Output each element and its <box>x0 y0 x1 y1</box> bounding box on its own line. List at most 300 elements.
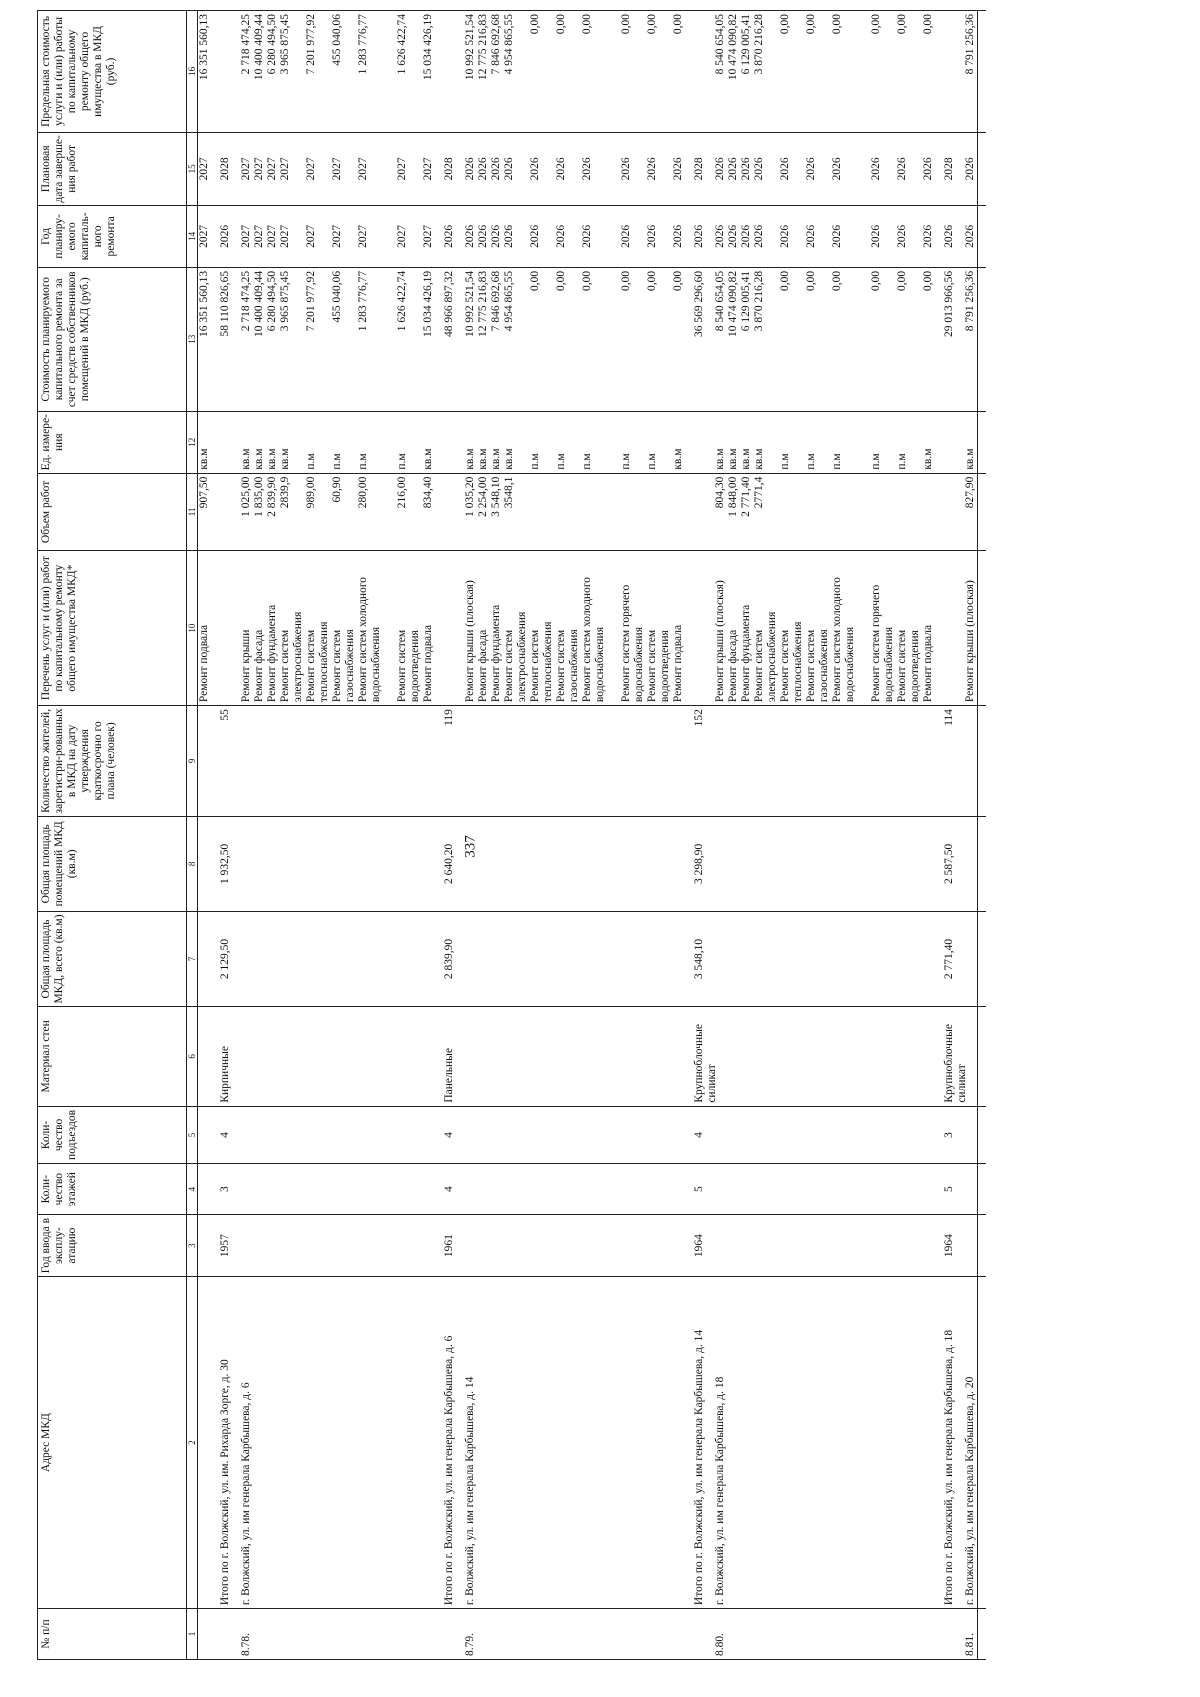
spacer-cell <box>211 205 219 267</box>
cell-text: 114 <box>943 709 955 726</box>
cell-line: Ремонт систем горячего <box>620 584 632 703</box>
cell-col-15 <box>219 132 232 205</box>
cell-line: 2027 <box>396 224 408 248</box>
spacer-cell <box>456 473 464 550</box>
cell-line: 3 965 875,45 <box>279 270 291 332</box>
spacer-cell <box>706 1106 714 1164</box>
cell-col-6 <box>219 1007 232 1107</box>
spacer-cell <box>211 706 219 817</box>
cell-line: Ремонт подвала <box>198 624 210 703</box>
table-row <box>240 11 435 1660</box>
spacer-cell <box>956 473 964 550</box>
cell-col-3 <box>964 1215 978 1277</box>
cell-line: водоотведения <box>659 630 671 703</box>
cell-line <box>607 554 620 702</box>
cell-line: 6 129 005,41 <box>740 14 752 75</box>
table-row <box>714 11 935 1660</box>
cell-line: 2026 <box>727 224 739 248</box>
cell-line <box>516 136 529 202</box>
spacer-cell <box>978 1106 987 1164</box>
cell-line <box>909 136 922 202</box>
cell-col-1 <box>943 1609 956 1660</box>
cell-col-3 <box>943 1215 956 1277</box>
cell-line: электроснабжения <box>766 611 778 703</box>
cell-line <box>292 14 305 129</box>
cell-line: 8 540 654,05 <box>714 270 726 332</box>
cell-line: Ремонт крыши (плоская) <box>714 580 726 703</box>
cell-text <box>464 915 477 1003</box>
cell-line: 0,00 <box>805 270 817 291</box>
spacer-cell <box>435 1164 443 1215</box>
spacer-cell <box>935 816 943 911</box>
cell-line <box>344 271 357 408</box>
spacer-cell <box>232 1609 240 1660</box>
cell-text: г. Волжский, ул. им генерала Карбышева, д. 20 <box>964 1376 976 1606</box>
cell-line: 2026 <box>443 224 455 248</box>
spacer-cell <box>685 706 693 817</box>
spacer-cell <box>232 11 240 133</box>
cell-line: п.м <box>620 453 632 470</box>
cell-line <box>542 209 555 264</box>
cell-line <box>818 477 831 547</box>
cell-text: Крупноблочные силикат <box>943 1024 968 1103</box>
cell-col-11 <box>714 473 935 550</box>
cell-line <box>844 14 857 129</box>
cell-text <box>240 1167 253 1211</box>
spacer-cell <box>935 551 943 706</box>
cell-line: кв.м <box>727 448 739 470</box>
spacer-cell <box>978 267 987 411</box>
cell-line: 0,00 <box>870 270 882 291</box>
cell-text: 1957 <box>219 1234 231 1258</box>
cell-text: 1964 <box>693 1234 705 1258</box>
cell-line: Ремонт систем <box>305 629 317 703</box>
column-number-7: 7 <box>187 911 198 1006</box>
spacer-cell <box>211 132 219 205</box>
cell-text: 1 932,50 <box>219 843 231 884</box>
cell-line: 2027 <box>396 157 408 181</box>
column-number-8: 8 <box>187 816 198 911</box>
cell-line: п.м <box>396 453 408 470</box>
cell-text: 1961 <box>443 1234 455 1258</box>
cell-col-15 <box>943 132 956 205</box>
spacer-cell <box>956 551 964 706</box>
cell-line: 58 110 826,65 <box>219 270 231 337</box>
spacer-cell <box>435 551 443 706</box>
cell-col-12 <box>693 411 706 473</box>
spacer-cell <box>232 267 240 411</box>
column-header-14: Год планиру-емого капиталь-ного ремонта <box>38 205 187 267</box>
cell-line: 60,90 <box>331 476 343 503</box>
cell-line: 0,00 <box>870 14 882 35</box>
cell-col-3 <box>693 1215 706 1277</box>
spacer-cell <box>211 911 219 1006</box>
cell-line: 1 848,00 <box>727 476 739 517</box>
cell-col-10 <box>240 551 435 706</box>
spacer-cell <box>685 551 693 706</box>
cell-line <box>766 477 779 547</box>
cell-text: 2 129,50 <box>219 938 231 980</box>
cell-line: 0,00 <box>831 14 843 35</box>
cell-text <box>443 1612 456 1656</box>
cell-col-2 <box>240 1277 435 1609</box>
cell-line: Ремонт систем <box>896 629 908 703</box>
cell-line: 2026 <box>529 224 541 248</box>
cell-line <box>370 136 383 202</box>
spacer-cell <box>978 1007 987 1107</box>
column-header-8: Общая площадь помещений МКД (кв.м) <box>38 816 187 911</box>
cell-line: 2027 <box>279 157 291 181</box>
cell-col-15 <box>443 132 456 205</box>
cell-col-10 <box>693 551 706 706</box>
cell-col-5 <box>443 1106 456 1164</box>
cell-line: 0,00 <box>529 14 541 35</box>
cell-line: кв.м <box>714 448 726 470</box>
cell-col-11 <box>943 473 956 550</box>
spacer-row <box>232 11 240 1660</box>
cell-col-9 <box>464 706 685 817</box>
cell-col-13 <box>693 267 706 411</box>
cell-line: 1 835,00 <box>253 476 265 517</box>
spacer-cell <box>956 267 964 411</box>
spacer-cell <box>935 1215 943 1277</box>
cell-line: Ремонт систем холодного <box>357 576 369 703</box>
cell-text <box>219 1612 232 1656</box>
cell-line <box>805 477 818 547</box>
cell-line <box>318 14 331 129</box>
column-number-row <box>187 11 198 1660</box>
cell-line: п.м <box>779 453 791 470</box>
cell-line <box>594 477 607 547</box>
cell-col-12 <box>714 411 935 473</box>
cell-text <box>198 820 211 908</box>
cell-col-13 <box>240 267 435 411</box>
cell-line: 2027 <box>266 157 278 181</box>
spacer-cell <box>435 473 443 550</box>
cell-line: Ремонт систем <box>529 629 541 703</box>
cell-line: 455 040,06 <box>331 270 343 323</box>
cell-line <box>844 136 857 202</box>
cell-line: 2026 <box>693 224 705 248</box>
spacer-cell <box>211 1609 219 1660</box>
cell-line <box>568 271 581 408</box>
cell-line: 2027 <box>422 224 434 248</box>
cell-col-11 <box>443 473 456 550</box>
cell-col-8 <box>240 816 435 911</box>
cell-text: 2 839,90 <box>443 938 455 980</box>
spacer-cell <box>706 11 714 133</box>
spacer-cell <box>232 1277 240 1609</box>
cell-line <box>594 415 607 470</box>
cell-col-12 <box>443 411 456 473</box>
cell-text <box>198 709 211 813</box>
cell-line: 2026 <box>805 157 817 181</box>
spacer-cell <box>935 1164 943 1215</box>
cell-line <box>594 271 607 408</box>
spacer-cell <box>211 11 219 133</box>
cell-line: водоотведения <box>909 630 921 703</box>
cell-line: кв.м <box>279 448 291 470</box>
spacer-row <box>956 11 964 1660</box>
cell-col-9 <box>943 706 956 817</box>
cell-col-8 <box>693 816 706 911</box>
cell-line <box>542 136 555 202</box>
cell-text <box>464 709 477 813</box>
cell-col-1 <box>240 1609 435 1660</box>
cell-line: 7 846 692,68 <box>490 14 502 75</box>
column-header-3: Год ввода в эксплу-атацию <box>38 1215 187 1277</box>
cell-line <box>659 271 672 408</box>
cell-line <box>883 271 896 408</box>
column-number-4: 4 <box>187 1164 198 1215</box>
cell-col-1 <box>964 1609 978 1660</box>
cell-line: 2026 <box>503 157 515 181</box>
cell-col-16 <box>219 11 232 133</box>
cell-col-7 <box>464 911 685 1006</box>
spacer-cell <box>435 267 443 411</box>
cell-line: п.м <box>831 453 843 470</box>
cell-col-9 <box>693 706 706 817</box>
spacer-cell <box>685 1007 693 1107</box>
cell-col-15 <box>464 132 685 205</box>
cell-line <box>292 136 305 202</box>
cell-line <box>383 136 396 202</box>
cell-col-1 <box>219 1609 232 1660</box>
spacer-cell <box>935 1007 943 1107</box>
cell-line: 2839,9 <box>279 476 291 509</box>
spacer-cell <box>978 411 987 473</box>
column-number-10: 10 <box>187 551 198 706</box>
cell-text: г. Волжский, ул. им генерала Карбышева, д. 18 <box>714 1376 726 1606</box>
cell-line: 1 626 422,74 <box>396 270 408 332</box>
cell-col-2 <box>943 1277 956 1609</box>
spacer-cell <box>232 1215 240 1277</box>
cell-line <box>633 271 646 408</box>
cell-col-7 <box>198 911 212 1006</box>
cell-line: 2 254,00 <box>477 476 489 517</box>
cell-line: Ремонт систем <box>646 629 658 703</box>
spacer-cell <box>706 411 714 473</box>
cell-line <box>659 477 672 547</box>
spacer-cell <box>456 267 464 411</box>
cell-line: кв.м <box>964 448 976 470</box>
cell-line: водоснабжения <box>844 626 856 703</box>
cell-line: 1 283 776,77 <box>357 14 369 75</box>
cell-line <box>792 209 805 264</box>
total-row <box>443 11 456 1660</box>
cell-line <box>607 271 620 408</box>
cell-col-16 <box>240 11 435 133</box>
cell-text: 8.80. <box>714 1633 726 1656</box>
cell-line: 2028 <box>943 157 955 181</box>
cell-text: 3 298,90 <box>693 843 705 884</box>
cell-col-6 <box>943 1007 968 1107</box>
cell-line: Ремонт подвала <box>922 624 934 703</box>
cell-line <box>844 271 857 408</box>
spacer-cell <box>685 11 693 133</box>
spacer-cell <box>956 706 964 817</box>
cell-col-16 <box>693 11 706 133</box>
column-header-9: Количество жителей, зарегистри-рованных в МКД на дату утверждения краткосрочно го плана (человек) <box>38 706 187 817</box>
column-header-4: Коли-чество этажей <box>38 1164 187 1215</box>
cell-line: 2026 <box>555 157 567 181</box>
cell-line: 2 718 474,25 <box>240 270 252 332</box>
cell-col-5 <box>693 1106 706 1164</box>
cell-line: 4 954 865,55 <box>503 14 515 75</box>
cell-col-7 <box>443 911 456 1006</box>
spacer-cell <box>435 11 443 133</box>
cell-line: Ремонт подвала <box>422 624 434 703</box>
cell-line <box>383 477 396 547</box>
spacer-cell <box>956 11 964 133</box>
spacer-cell <box>935 11 943 133</box>
spacer-cell <box>956 816 964 911</box>
cell-line: 0,00 <box>896 14 908 35</box>
cell-text <box>240 1110 253 1161</box>
cell-col-9 <box>198 706 212 817</box>
cell-col-1 <box>198 1609 212 1660</box>
cell-line: 15 034 426,19 <box>422 14 434 81</box>
cell-line: 0,00 <box>581 270 593 291</box>
cell-line: Ремонт систем <box>805 629 817 703</box>
spacer-row <box>211 11 219 1660</box>
cell-line: 2 771,40 <box>740 476 752 517</box>
spacer-cell <box>956 132 964 205</box>
cell-col-7 <box>219 911 232 1006</box>
cell-line: электроснабжения <box>292 611 304 703</box>
cell-line <box>409 14 422 129</box>
cell-line <box>659 14 672 129</box>
cell-col-8 <box>219 816 232 911</box>
cell-line <box>568 14 581 129</box>
cell-line: 2027 <box>253 157 265 181</box>
spacer-cell <box>435 816 443 911</box>
column-header-1: № п/п <box>38 1609 187 1660</box>
cell-line <box>409 415 422 470</box>
cell-line: 0,00 <box>779 270 791 291</box>
cell-line: водоснабжения <box>633 626 645 703</box>
cell-col-15 <box>714 132 935 205</box>
cell-line <box>646 477 659 547</box>
table-row <box>964 11 978 1660</box>
cell-line: 2027 <box>357 224 369 248</box>
spacer-cell <box>435 1277 443 1609</box>
cell-line: 2026 <box>779 157 791 181</box>
cell-line <box>383 271 396 408</box>
cell-col-13 <box>464 267 685 411</box>
cell-col-12 <box>943 411 956 473</box>
cell-line: 29 013 966,56 <box>943 270 955 337</box>
cell-col-11 <box>693 473 706 550</box>
cell-text: 1964 <box>943 1234 955 1258</box>
cell-line: 2026 <box>714 224 726 248</box>
spacer-cell <box>956 411 964 473</box>
cell-line: 4 954 865,55 <box>503 270 515 332</box>
cell-col-2 <box>443 1277 456 1609</box>
cell-col-4 <box>943 1164 956 1215</box>
cell-text <box>240 820 253 908</box>
cell-line: кв.м <box>464 448 476 470</box>
cell-line: 2026 <box>490 224 502 248</box>
cell-line <box>594 14 607 129</box>
cell-line <box>818 209 831 264</box>
cell-line: 0,00 <box>831 270 843 291</box>
cell-text: 2 587,50 <box>943 843 955 884</box>
cell-line: п.м <box>357 453 369 470</box>
cell-col-14 <box>693 205 706 267</box>
spacer-cell <box>456 1007 464 1107</box>
cell-line <box>581 477 594 547</box>
cell-text <box>240 915 253 1003</box>
cell-col-11 <box>464 473 685 550</box>
cell-line <box>594 136 607 202</box>
cell-line: 2026 <box>753 224 765 248</box>
cell-col-3 <box>240 1215 435 1277</box>
spacer-cell <box>456 11 464 133</box>
cell-line: 2027 <box>305 157 317 181</box>
cell-text: 5 <box>943 1186 955 1193</box>
spacer-cell <box>706 551 714 706</box>
column-header-7: Общая площадь МКД, всего (кв.м) <box>38 911 187 1006</box>
cell-line: водоснабжения <box>370 626 382 703</box>
cell-line <box>344 136 357 202</box>
cell-col-10 <box>198 551 212 706</box>
cell-line <box>370 271 383 408</box>
spacer-cell <box>232 1106 240 1164</box>
cell-col-10 <box>464 551 685 706</box>
spacer-cell <box>685 1609 693 1660</box>
spacer-cell <box>935 205 943 267</box>
cell-line: газоснабжения <box>818 629 830 703</box>
cell-col-11 <box>964 473 978 550</box>
cell-col-5 <box>219 1106 232 1164</box>
cell-line <box>922 477 935 547</box>
cell-line: п.м <box>896 453 908 470</box>
cell-line: газоснабжения <box>344 629 356 703</box>
cell-col-1 <box>714 1609 935 1660</box>
spacer-cell <box>211 551 219 706</box>
cell-line: 15 034 426,19 <box>422 270 434 337</box>
cell-line: 2026 <box>870 157 882 181</box>
cell-line: 0,00 <box>529 270 541 291</box>
cell-col-7 <box>714 911 935 1006</box>
cell-line: 3 965 875,45 <box>279 14 291 75</box>
cell-line: 2026 <box>477 224 489 248</box>
cell-line: Ремонт систем холодного <box>581 576 593 703</box>
spacer-cell <box>935 267 943 411</box>
cell-line <box>318 271 331 408</box>
cell-line: 0,00 <box>805 14 817 35</box>
cell-text <box>198 1280 211 1605</box>
cell-text <box>714 915 727 1003</box>
cell-col-10 <box>219 551 232 706</box>
spacer-cell <box>435 132 443 205</box>
cell-col-16 <box>464 11 685 133</box>
cell-line <box>857 136 870 202</box>
cell-line: 7 201 977,92 <box>305 14 317 75</box>
cell-line: 0,00 <box>779 14 791 35</box>
cell-line: п.м <box>555 453 567 470</box>
spacer-cell <box>456 1106 464 1164</box>
column-number-16: 16 <box>187 11 198 133</box>
cell-col-7 <box>964 911 978 1006</box>
cell-col-1 <box>443 1609 456 1660</box>
cell-line <box>766 209 779 264</box>
cell-line <box>516 477 529 547</box>
column-header-6: Материал стен <box>38 1007 187 1107</box>
cell-text <box>198 1110 211 1161</box>
cell-line <box>529 477 542 547</box>
